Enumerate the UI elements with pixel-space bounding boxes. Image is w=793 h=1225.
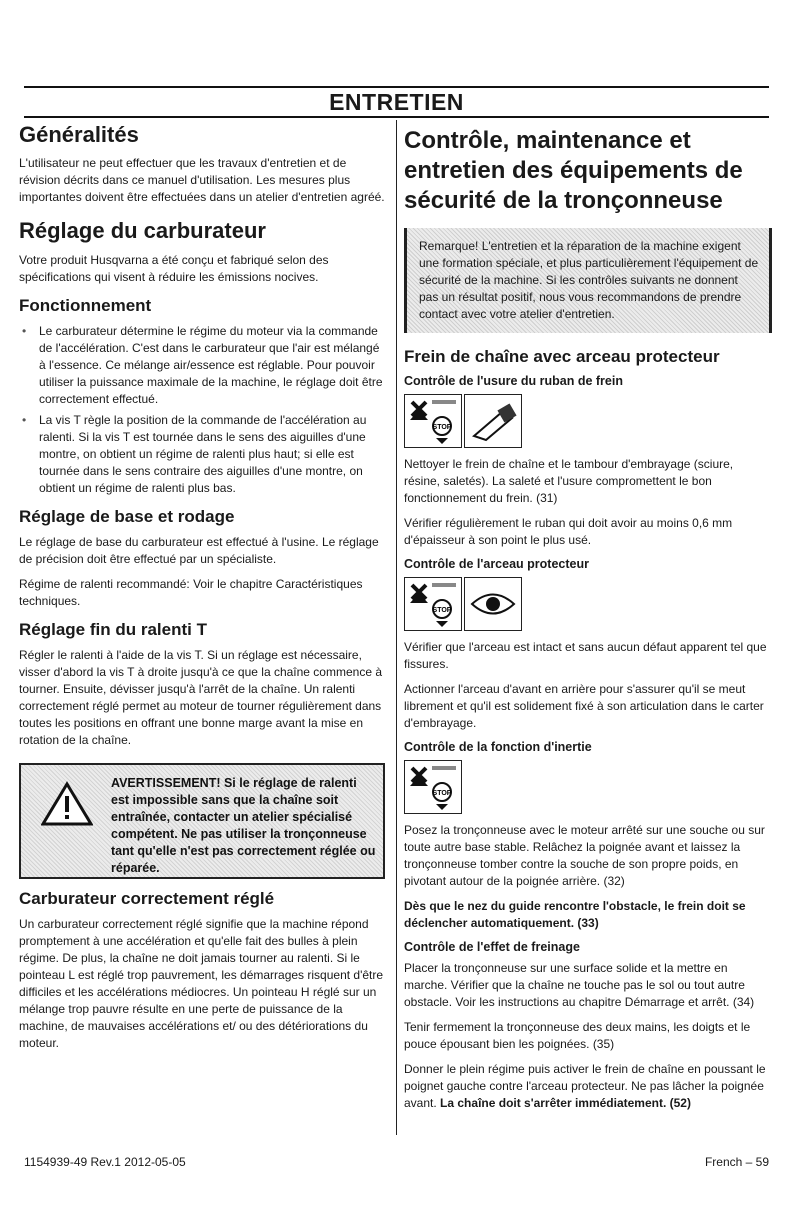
freinage-text-3: Donner le plein régime puis activer le frein de chaîne en poussant le poignet gauche contre l'arceau protecteur. Ne pas lâcher la poignée avant. [404, 1062, 766, 1110]
svg-text:STOP: STOP [432, 424, 452, 431]
heading-arceau: Contrôle de l'arceau protecteur [404, 557, 589, 571]
footer-page-number: French – 59 [704, 1155, 769, 1169]
column-divider [396, 120, 397, 1135]
section-title-controle: Contrôle, maintenance et entretien des équipements de sécurité de la tronçonneuse [404, 127, 743, 214]
notice-box: Remarque! L'entretien et la réparation de la machine exigent une formation spéciale, et plus particulièrement l'équipement de sécurité de la machine. Si les contrôles suivants ne donnent pas un résultat positif, nous vous recommandons de prendre contact avec votre atelier d'entretien. [404, 228, 772, 333]
paragraph-arceau-2: Actionner l'arceau d'avant en arrière pour s'assurer qu'il se meut librement et qu'il est solidement fixé à son articulation dans le carter d'embrayage. [404, 682, 764, 730]
paragraph-inertie-bold: Dès que le nez du guide rencontre l'obstacle, le frein doit se déclencher automatiquement. (33) [404, 899, 746, 930]
paragraph-base-2: Régime de ralenti recommandé: Voir le chapitre Caractéristiques techniques. [19, 576, 363, 608]
paragraph-reglage: Votre produit Husqvarna a été conçu et fabriqué selon des spécifications qui visent à réduire les émissions nocives. [19, 252, 329, 284]
warning-text: AVERTISSEMENT! Si le réglage de ralenti est impossible sans que la chaîne soit entraînée, contacter un atelier spécialisé compétent. Ne pas utiliser la tronçonneuse tant qu'elle n'est pas correctement réglée ou réparée. [111, 775, 376, 875]
icon-row-usure [404, 394, 772, 448]
bullet-list-fonctionnement [19, 323, 385, 497]
heading-inertie: Contrôle de la fonction d'inertie [404, 740, 592, 754]
svg-text:STOP: STOP [432, 607, 452, 614]
page-title: ENTRETIEN [329, 89, 464, 115]
subsection-title-frein: Frein de chaîne avec arceau protecteur [404, 347, 720, 366]
header-rule-bottom [24, 116, 769, 118]
auto-stop-icon [404, 394, 462, 448]
paragraph-inertie: Posez la tronçonneuse avec le moteur arrêté sur une souche ou sur toute autre base stable. Relâchez la poignée avant et laissez la tronçonneuse tomber contre la souche de son propre poids, en pivotant autour de la poignée arrière. (32) [404, 823, 765, 888]
icon-row-inertie [404, 760, 772, 814]
section-title-generalites: Généralités [19, 122, 139, 147]
header-rule-top [24, 86, 769, 88]
paragraph-arceau-1: Vérifier que l'arceau est intact et sans aucun défaut apparent tel que fissures. [404, 640, 767, 671]
left-column [19, 122, 385, 1060]
auto-stop-icon [404, 760, 462, 814]
paragraph-freinage-3 [404, 1061, 772, 1112]
warning-box [19, 763, 385, 879]
freinage-bold: La chaîne doit s'arrêter immédiatement. (52) [440, 1096, 691, 1110]
svg-text:STOP: STOP [432, 790, 452, 797]
paragraph-freinage-2: Tenir fermement la tronçonneuse des deux mains, les doigts et le pouce épousant bien les poignées. (35) [404, 1020, 751, 1051]
paragraph-reglage-fin: Régler le ralenti à l'aide de la vis T. Si un réglage est nécessaire, visser d'abord la vis T à droite jusqu'à ce que la chaîne commence à tourner. Ensuite, dévisser jusqu'à l'arrêt de la chaîne. Un ralenti correctement réglé permet au moteur de tourner régulièrement dans toutes les positions en offrant une bonne marge avant la mise en rotation de la chaîne. [19, 647, 383, 747]
heading-usure-ruban: Contrôle de l'usure du ruban de frein [404, 374, 623, 388]
paragraph-base-1: Le réglage de base du carburateur est effectué à l'usine. Le réglage de précision doit être effectué par un spécialiste. [19, 534, 379, 566]
section-title-reglage-carburateur: Réglage du carburateur [19, 218, 266, 244]
right-column [404, 122, 772, 1120]
paragraph-carburateur-correct: Un carburateur correctement réglé signifie que la machine répond promptement à une accélération et qu'elle fait des bulles à plein régime. De plus, la chaîne ne doit jamais tourner au ralenti. Si le pointeau L est réglé trop pauvrement, les démarrages risquent d'être difficiles et les accélérations médiocres. Un pointeau H réglé sur un mélange trop pauvre résulte en une perte de puissance de la machine, de mauvaises accélérations et/ ou des détériorations du moteur. [19, 916, 384, 1050]
warning-triangle-icon [41, 781, 93, 827]
subsection-title-base-rodage: Réglage de base et rodage [19, 506, 235, 526]
heading-freinage: Contrôle de l'effet de freinage [404, 940, 580, 954]
bullet-item: • La vis T règle la position de la commande de l'accélération au ralenti. Si la vis T est tournée dans le sens des aiguilles d'une montre, on obtient un régime de ralenti plus haut; si elle est tournée dans le sens contraire des aiguilles d'une montre, on obtient un régime de ralenti plus bas. [19, 412, 385, 497]
subsection-title-carburateur-correct: Carburateur correctement réglé [19, 888, 275, 908]
subsection-title-fonctionnement: Fonctionnement [19, 295, 152, 315]
subsection-title-reglage-fin: Réglage fin du ralenti T [19, 619, 207, 639]
paragraph-usure-2: Vérifier régulièrement le ruban qui doit avoir au moins 0,6 mm d'épaisseur à son point le plus usé. [404, 516, 733, 547]
footer-doc-id: 1154939-49 Rev.1 2012-05-05 [24, 1155, 186, 1169]
paragraph-usure-1: Nettoyer le frein de chaîne et le tambour d'embrayage (sciure, résine, saletés). La saleté et l'usure compromettent le bon fonctionnement du frein. (31) [404, 457, 734, 505]
brake-band-icon [464, 394, 522, 448]
paragraph-generalites: L'utilisateur ne peut effectuer que les travaux d'entretien et de révision décrits dans ce manuel d'utilisation. Les mesures plus importantes doivent être effectuées dans un atelier d'entretien agréé. [19, 156, 385, 205]
bullet-item: • Le carburateur détermine le régime du moteur via la commande de l'accélération. C'est dans le carburateur que l'air est mélangé à l'essence. Ce mélange air/essence est réglable. Pour pouvoir utiliser la puissance maximale de la machine, le réglage doit être correctement effectué. [19, 323, 385, 408]
icon-row-arceau [404, 577, 772, 631]
auto-stop-icon [404, 577, 462, 631]
eye-inspect-icon [464, 577, 522, 631]
paragraph-freinage-1: Placer la tronçonneuse sur une surface solide et la mettre en marche. Vérifier que la chaîne ne touche pas le sol ou tout autre obstacle. Voir les instructions au chapitre Démarrage et arrêt. (34) [404, 961, 755, 1009]
